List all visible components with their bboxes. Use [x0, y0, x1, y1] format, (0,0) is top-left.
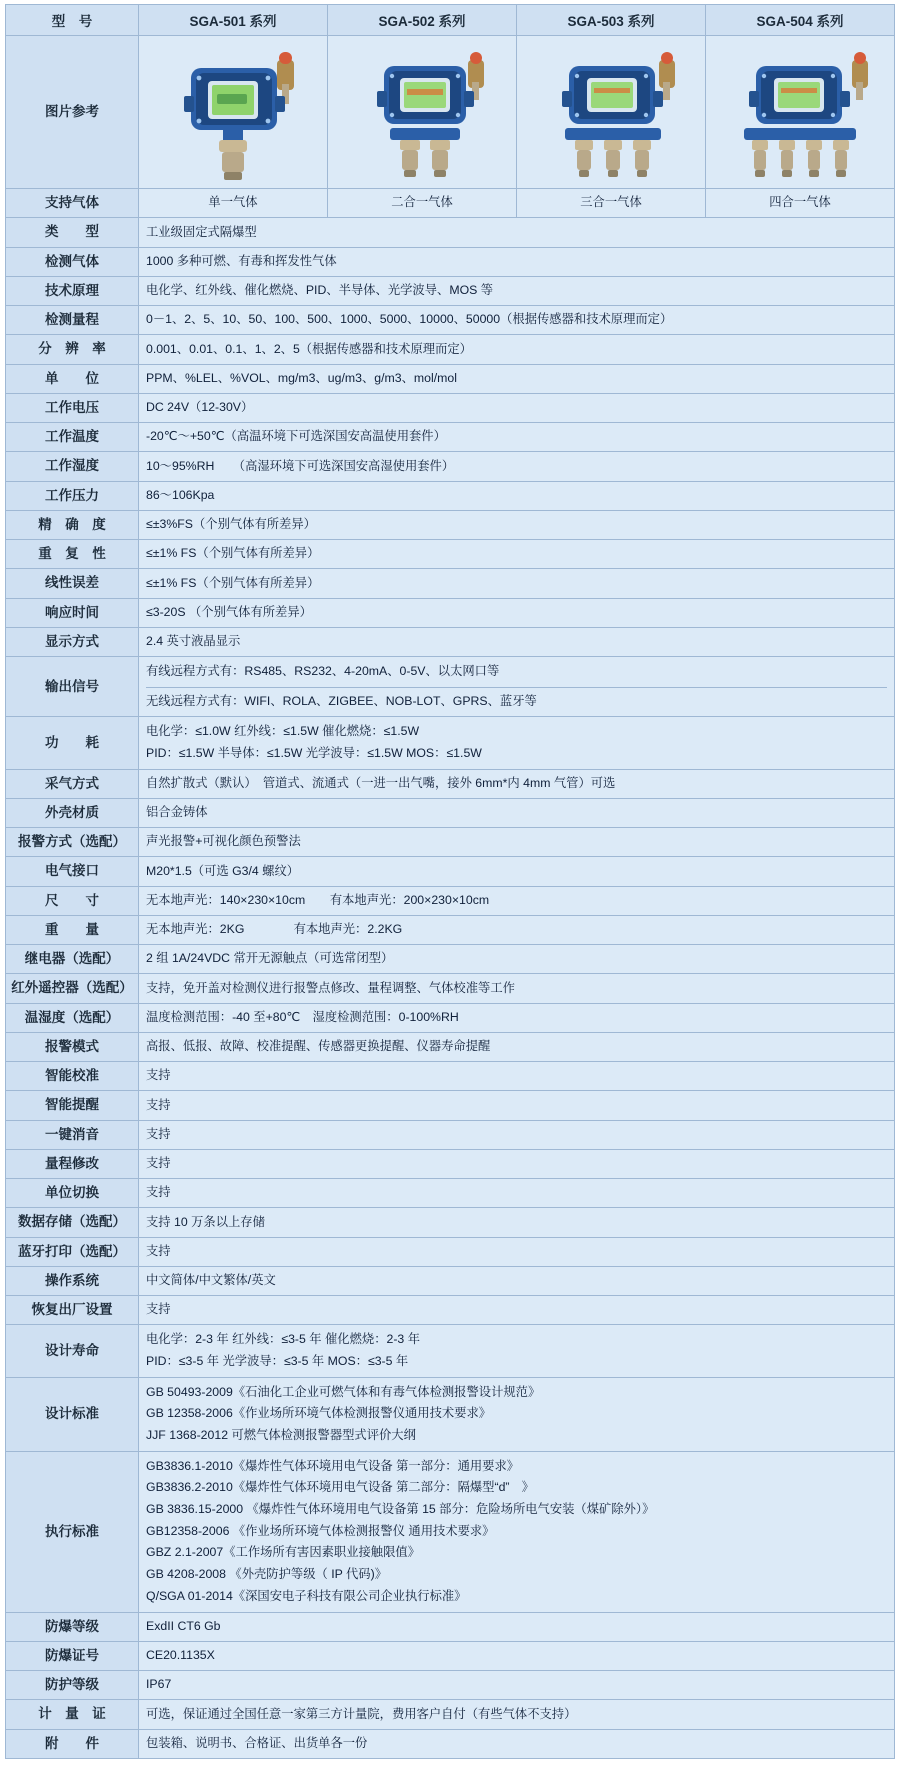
row-value: 支持: [139, 1237, 895, 1266]
table-row: [6, 828, 895, 857]
table-row: [6, 1671, 895, 1700]
output-signal-label: 输出信号: [6, 657, 139, 717]
design-standard-label: 设计标准: [6, 1377, 139, 1451]
row-label: 温湿度（选配）: [6, 1003, 139, 1032]
row-label: 红外遥控器（选配）: [6, 974, 139, 1003]
gas-support-501: 单一气体: [139, 189, 328, 218]
device-image-502: [328, 36, 517, 189]
row-value: 10～95%RH （高湿环境下可选深国安高湿使用套件）: [139, 452, 895, 481]
lifespan-catalytic: 催化燃烧：2-3 年: [325, 1332, 420, 1347]
row-value: 0.001、0.01、0.1、1、2、5（根据传感器和技术原理而定）: [139, 335, 895, 364]
row-label: 响应时间: [6, 598, 139, 627]
exec-standard-row: [6, 1451, 895, 1612]
power-semiconductor: 半导体：≤1.5W: [217, 746, 303, 761]
table-row: [6, 1003, 895, 1032]
row-value: DC 24V（12-30V）: [139, 393, 895, 422]
lifespan-line-2: [146, 1351, 887, 1373]
row-label: 继电器（选配）: [6, 945, 139, 974]
table-row: [6, 1700, 895, 1729]
table-row: [6, 915, 895, 944]
detector-illustration-icon: [139, 36, 328, 188]
table-row: [6, 1266, 895, 1295]
row-label: 计 量 证: [6, 1700, 139, 1729]
row-label: 一键消音: [6, 1120, 139, 1149]
row-label: 精 确 度: [6, 510, 139, 539]
row-label: 智能提醒: [6, 1091, 139, 1120]
power-infrared: 红外线：≤1.5W: [234, 724, 319, 739]
lifespan-label: 设计寿命: [6, 1325, 139, 1377]
row-label: 单 位: [6, 364, 139, 393]
device-image-501: [139, 36, 328, 189]
table-row: [6, 857, 895, 886]
table-row: [6, 886, 895, 915]
exec-standard-line: GB 4208-2008 《外壳防护等级（ IP 代码)》: [146, 1567, 387, 1582]
exec-standard-line: GBZ 2.1-2007《工作场所有害因素职业接触限值》: [146, 1545, 420, 1560]
row-value: 声光报警+可视化颜色预警法: [139, 828, 895, 857]
row-value: 支持: [139, 1062, 895, 1091]
row-label: 工作电压: [6, 393, 139, 422]
table-row: [6, 306, 895, 335]
lifespan-value: [139, 1325, 895, 1377]
output-signal-wireless: 无线远程方式有：WIFI、ROLA、ZIGBEE、NOB-LOT、GPRS、蓝牙等: [146, 687, 887, 713]
table-row: [6, 1149, 895, 1178]
model-504: SGA-504 系列: [706, 5, 895, 36]
row-label: 蓝牙打印（选配）: [6, 1237, 139, 1266]
row-value: 工业级固定式隔爆型: [139, 218, 895, 247]
row-label: 防爆等级: [6, 1612, 139, 1641]
row-label: 工作压力: [6, 481, 139, 510]
row-label: 数据存储（选配）: [6, 1208, 139, 1237]
lifespan-pid: PID：≤3-5 年: [146, 1354, 220, 1369]
table-row: [6, 569, 895, 598]
row-value: 1000 多种可燃、有毒和挥发性气体: [139, 247, 895, 276]
row-label: 分 辨 率: [6, 335, 139, 364]
row-label: 报警方式（选配）: [6, 828, 139, 857]
exec-standard-line: GB3836.1-2010《爆炸性气体环境用电气设备 第一部分：通用要求》: [146, 1458, 520, 1473]
table-row: [6, 1729, 895, 1758]
lifespan-line-1: [146, 1329, 887, 1351]
row-value: 86～106Kpa: [139, 481, 895, 510]
output-signal-wired: 有线远程方式有：RS485、RS232、4-20mA、0-5V、以太网口等: [146, 664, 500, 678]
table-row: [6, 1179, 895, 1208]
table-row: [6, 364, 895, 393]
row-label: 附 件: [6, 1729, 139, 1758]
row-value: 温度检测范围：-40 至+80℃ 湿度检测范围：0-100%RH: [139, 1003, 895, 1032]
specification-table: [5, 4, 895, 1759]
design-standard-row: [6, 1377, 895, 1451]
exec-standard-line: GB3836.2-2010《爆炸性气体环境用电气设备 第二部分：隔爆型“d” 》: [146, 1480, 535, 1495]
row-value: 电化学、红外线、催化燃烧、PID、半导体、光学波导、MOS 等: [139, 276, 895, 305]
table-row: [6, 598, 895, 627]
gas-support-504: 四合一气体: [706, 189, 895, 218]
table-row: [6, 1120, 895, 1149]
lifespan-mos: MOS：≤3-5 年: [327, 1354, 409, 1369]
power-value: [139, 717, 895, 769]
design-standard-line: GB 50493-2009《石油化工企业可燃气体和有毒气体检测报警设计规范》: [146, 1384, 541, 1399]
row-value: 自然扩散式（默认） 管道式、流通式（一进一出气嘴，接外 6mm*内 4mm 气管）可选: [139, 769, 895, 798]
table-row: [6, 1641, 895, 1670]
power-optical: 光学波导：≤1.5W: [305, 746, 403, 761]
row-label: 报警模式: [6, 1032, 139, 1061]
row-value: 支持 10 万条以上存储: [139, 1208, 895, 1237]
row-label: 恢复出厂设置: [6, 1296, 139, 1325]
gas-support-row: [6, 189, 895, 218]
row-value: ≤±3%FS（个别气体有所差异）: [139, 510, 895, 539]
gas-support-502: 二合一气体: [328, 189, 517, 218]
table-row: [6, 1091, 895, 1120]
row-value: 支持: [139, 1149, 895, 1178]
row-value: ExdII CT6 Gb: [139, 1612, 895, 1641]
row-label: 工作湿度: [6, 452, 139, 481]
design-standard-line: JJF 1368-2012 可燃气体检测报警器型式评价大纲: [146, 1428, 416, 1443]
row-value: CE20.1135X: [139, 1641, 895, 1670]
row-value: 可选，保证通过全国任意一家第三方计量院，费用客户自付（有些气体不支持）: [139, 1700, 895, 1729]
table-row: [6, 1296, 895, 1325]
model-502: SGA-502 系列: [328, 5, 517, 36]
power-line-1: [146, 721, 887, 743]
table-row: [6, 335, 895, 364]
table-row: [6, 798, 895, 827]
row-label: 工作温度: [6, 423, 139, 452]
row-value: IP67: [139, 1671, 895, 1700]
output-signal-value: [139, 657, 895, 717]
row-value: 2 组 1A/24VDC 常开无源触点（可选常闭型）: [139, 945, 895, 974]
row-value: 中文简体/中文繁体/英文: [139, 1266, 895, 1295]
table-row: [6, 945, 895, 974]
design-standard-value: [139, 1377, 895, 1451]
row-value: 支持: [139, 1091, 895, 1120]
row-label: 操作系统: [6, 1266, 139, 1295]
row-value: 0－1、2、5、10、50、100、500、1000、5000、10000、50000（根据传感器和技术原理而定）: [139, 306, 895, 335]
row-value: PPM、%LEL、%VOL、mg/m3、ug/m3、g/m3、mol/mol: [139, 364, 895, 393]
power-pid: PID：≤1.5W: [146, 746, 215, 761]
row-value: ≤±1% FS（个别气体有所差异）: [139, 569, 895, 598]
table-header-row: [6, 5, 895, 36]
lifespan-electrochemical: 电化学：2-3 年: [146, 1332, 229, 1347]
row-value: 支持: [139, 1296, 895, 1325]
detector-illustration-icon: [328, 36, 517, 188]
table-row: [6, 769, 895, 798]
row-label: 量程修改: [6, 1149, 139, 1178]
lifespan-optical: 光学波导：≤3-5 年: [222, 1354, 325, 1369]
lifespan-row: [6, 1325, 895, 1377]
exec-standard-line: Q/SGA 01-2014《深国安电子科技有限公司企业执行标准》: [146, 1588, 467, 1603]
table-row: [6, 1237, 895, 1266]
row-label: 电气接口: [6, 857, 139, 886]
exec-standard-line: GB 3836.15-2000 《爆炸性气体环境用电气设备第 15 部分：危险场所电气安装（煤矿除外）》: [146, 1502, 655, 1517]
gas-support-503: 三合一气体: [517, 189, 706, 218]
table-row: [6, 393, 895, 422]
row-value: 支持: [139, 1179, 895, 1208]
row-label: 防爆证号: [6, 1641, 139, 1670]
gas-support-label: 支持气体: [6, 189, 139, 218]
table-row: [6, 1032, 895, 1061]
row-label: 智能校准: [6, 1062, 139, 1091]
row-label: 重 复 性: [6, 540, 139, 569]
row-value: ≤±1% FS（个别气体有所差异）: [139, 540, 895, 569]
row-value: 支持，免开盖对检测仪进行报警点修改、量程调整、气体校准等工作: [139, 974, 895, 1003]
output-signal-row: [6, 657, 895, 717]
table-row: [6, 1612, 895, 1641]
power-label: 功 耗: [6, 717, 139, 769]
device-image-504: [706, 36, 895, 189]
row-label: 采气方式: [6, 769, 139, 798]
row-label: 防护等级: [6, 1671, 139, 1700]
row-value: M20*1.5（可选 G3/4 螺纹）: [139, 857, 895, 886]
model-503: SGA-503 系列: [517, 5, 706, 36]
exec-standard-value: [139, 1451, 895, 1612]
model-501: SGA-501 系列: [139, 5, 328, 36]
table-row: [6, 540, 895, 569]
detector-illustration-icon: [706, 36, 895, 188]
row-label: 检测气体: [6, 247, 139, 276]
image-row: [6, 36, 895, 189]
power-line-2: [146, 743, 887, 765]
image-row-label: 图片参考: [6, 36, 139, 189]
row-label: 检测量程: [6, 306, 139, 335]
power-catalytic: 催化燃烧：≤1.5W: [322, 724, 420, 739]
power-mos: MOS：≤1.5W: [406, 746, 482, 761]
row-value: 无本地声光：2KG 有本地声光：2.2KG: [139, 915, 895, 944]
lifespan-infrared: 红外线：≤3-5 年: [232, 1332, 322, 1347]
table-row: [6, 974, 895, 1003]
table-row: [6, 510, 895, 539]
table-row: [6, 627, 895, 656]
row-label: 显示方式: [6, 627, 139, 656]
power-electrochemical: 电化学：≤1.0W: [146, 724, 231, 739]
row-label: 线性误差: [6, 569, 139, 598]
power-row: [6, 717, 895, 769]
table-row: [6, 452, 895, 481]
table-row: [6, 218, 895, 247]
table-row: [6, 423, 895, 452]
table-row: [6, 481, 895, 510]
table-row: [6, 276, 895, 305]
row-value: 支持: [139, 1120, 895, 1149]
row-value: 2.4 英寸液晶显示: [139, 627, 895, 656]
table-row: [6, 1062, 895, 1091]
row-value: -20℃～+50℃（高温环境下可选深国安高温使用套件）: [139, 423, 895, 452]
exec-standard-label: 执行标准: [6, 1451, 139, 1612]
table-row: [6, 247, 895, 276]
row-label: 重 量: [6, 915, 139, 944]
row-label: 类 型: [6, 218, 139, 247]
row-label: 外壳材质: [6, 798, 139, 827]
design-standard-line: GB 12358-2006《作业场所环境气体检测报警仪通用技术要求》: [146, 1406, 492, 1421]
header-label: 型 号: [6, 5, 139, 36]
row-label: 尺 寸: [6, 886, 139, 915]
table-row: [6, 1208, 895, 1237]
row-value: 包装箱、说明书、合格证、出货单各一份: [139, 1729, 895, 1758]
device-image-503: [517, 36, 706, 189]
row-value: 高报、低报、故障、校准提醒、传感器更换提醒、仪器寿命提醒: [139, 1032, 895, 1061]
exec-standard-line: GB12358-2006 《作业场所环境气体检测报警仪 通用技术要求》: [146, 1523, 495, 1538]
row-value: ≤3-20S （个别气体有所差异）: [139, 598, 895, 627]
detector-illustration-icon: [517, 36, 706, 188]
row-value: 铝合金铸体: [139, 798, 895, 827]
row-value: 无本地声光：140×230×10cm 有本地声光：200×230×10cm: [139, 886, 895, 915]
row-label: 技术原理: [6, 276, 139, 305]
row-label: 单位切换: [6, 1179, 139, 1208]
